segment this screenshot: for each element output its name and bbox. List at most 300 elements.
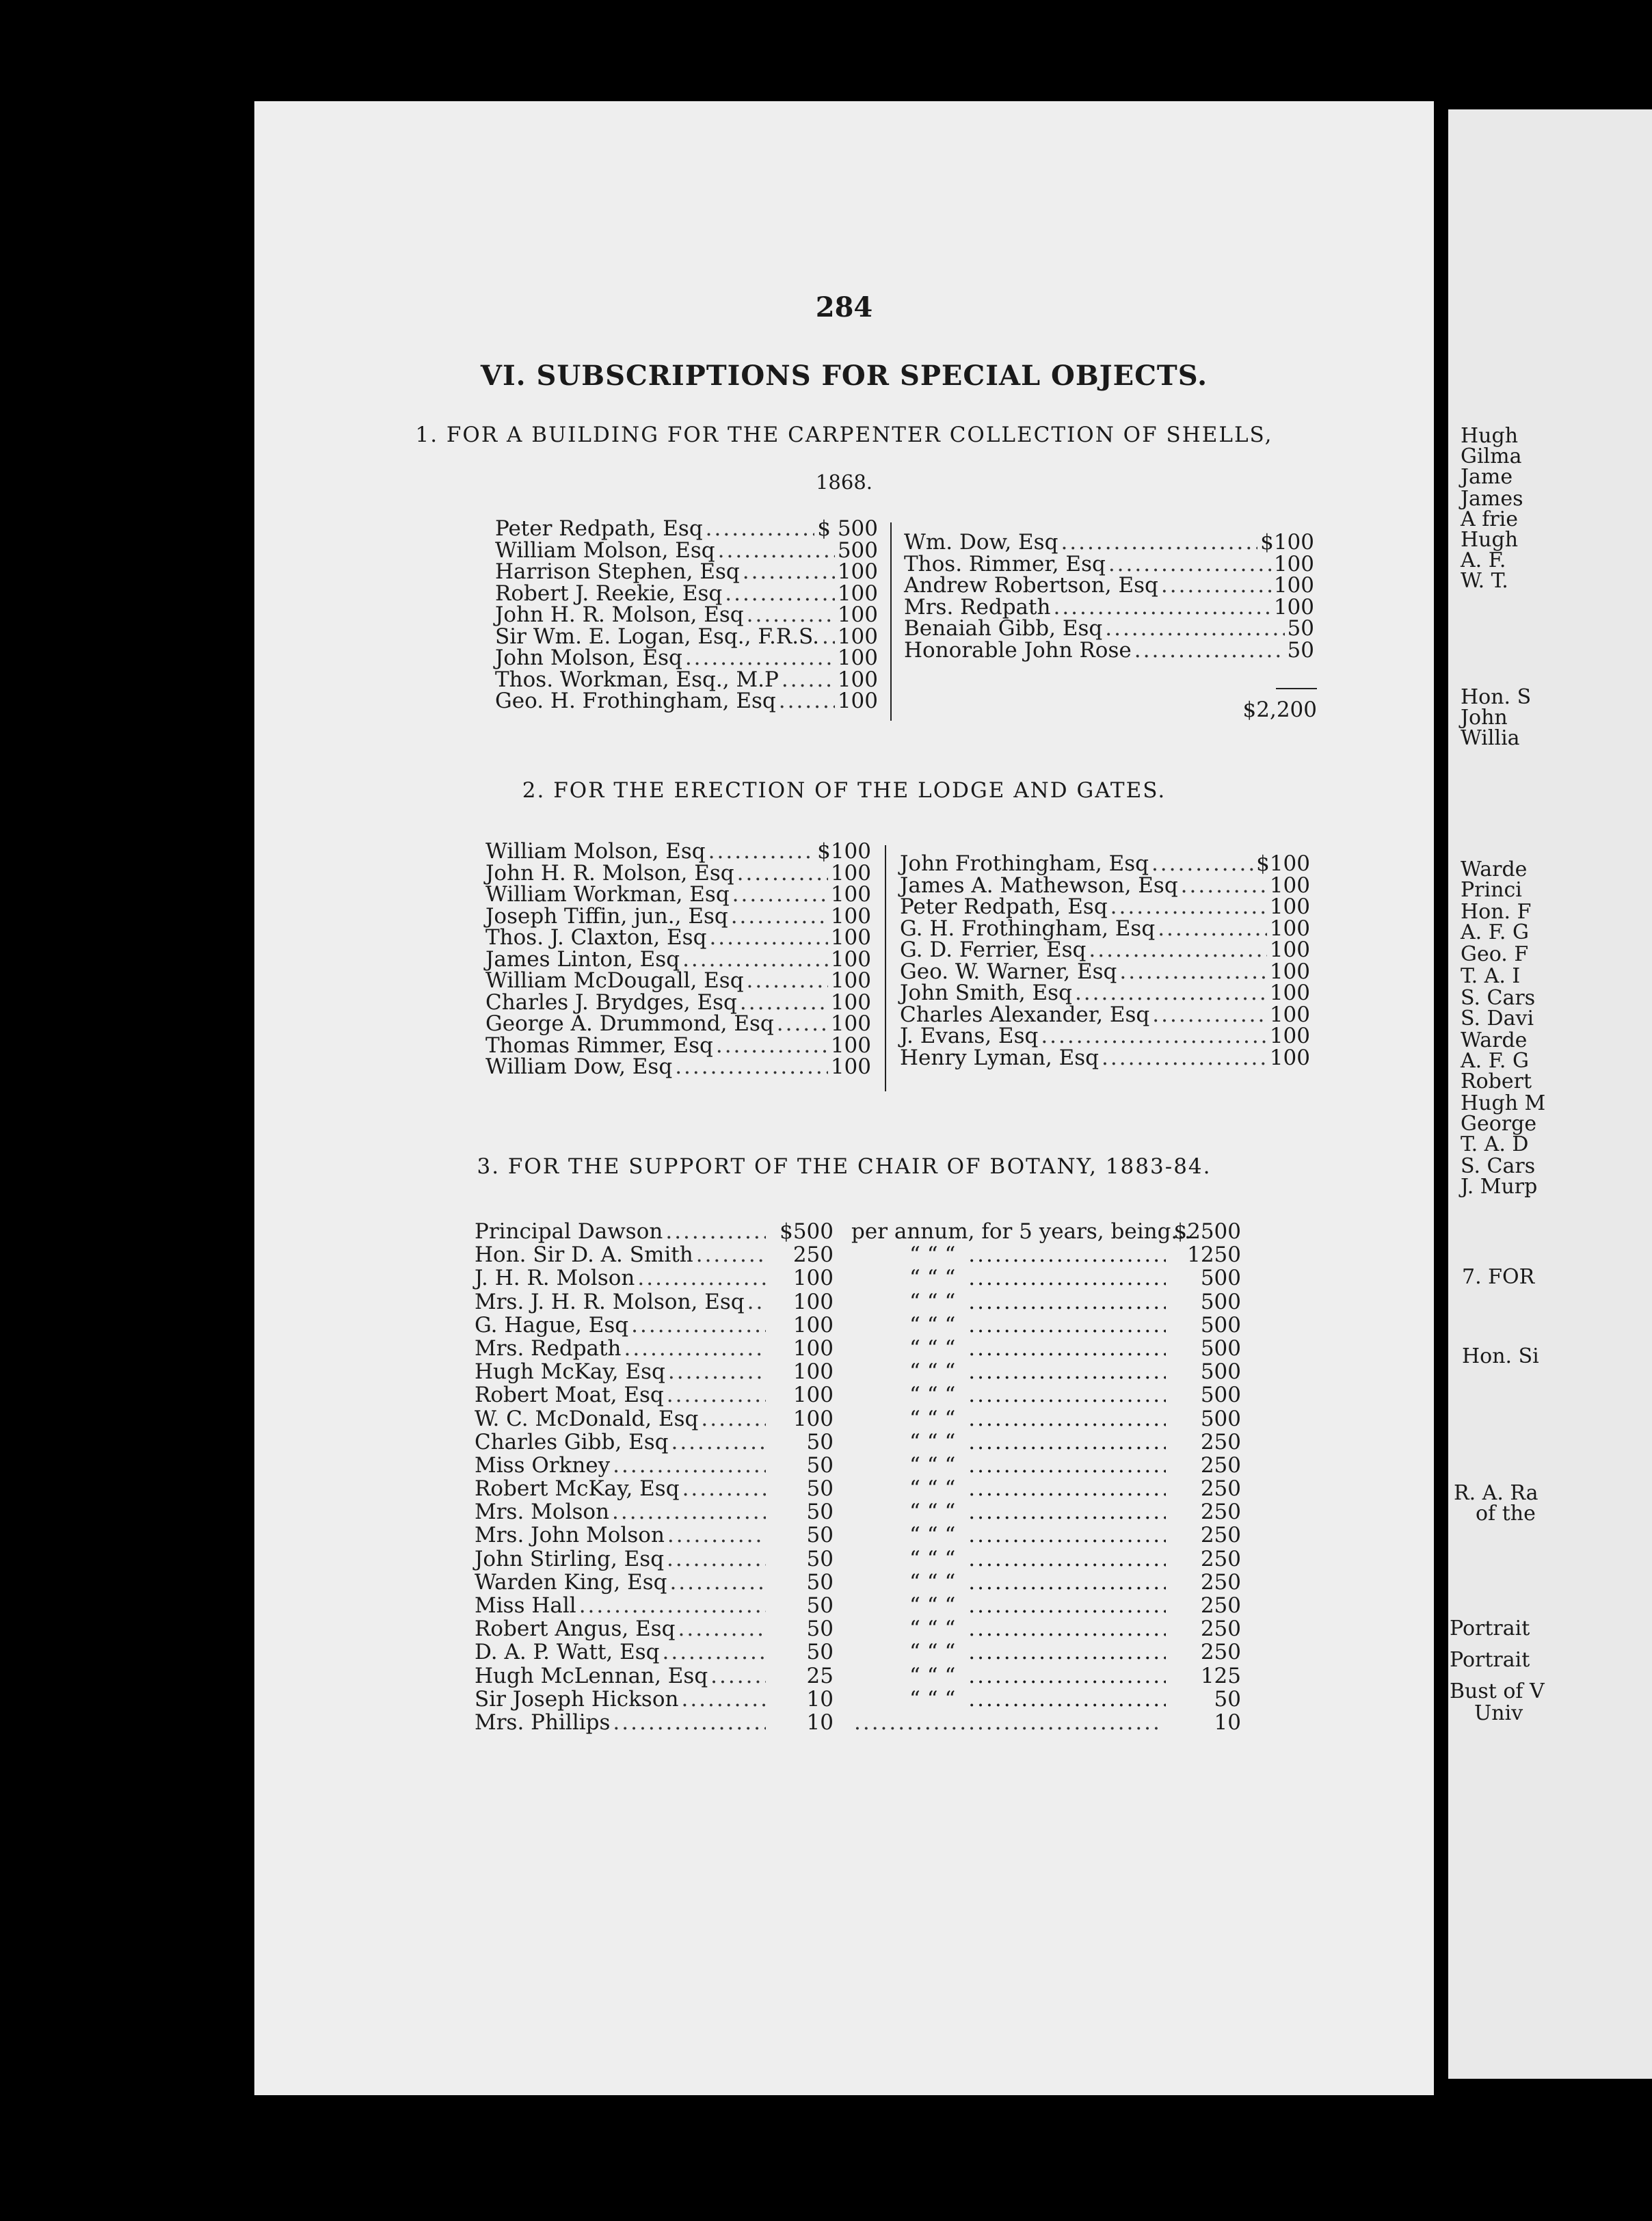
annual-amount: 10 — [806, 1710, 834, 1735]
next-page-text-fragment: T. A. I — [1461, 964, 1521, 988]
five-year-total: 500 — [1200, 1289, 1241, 1314]
leader-dots — [968, 1594, 1166, 1617]
subscriber-name: Thos. Workman, Esq., M.P — [495, 667, 779, 692]
next-page-text-fragment: A. F. — [1461, 548, 1506, 572]
subscriber-cell — [475, 1711, 769, 1734]
annual-amount: 250 — [792, 1242, 834, 1268]
subscriber-cell — [475, 1290, 769, 1314]
leader-dots — [732, 884, 828, 906]
next-page-text-fragment: James — [1461, 487, 1523, 511]
leader-dots — [682, 949, 828, 971]
ditto-mark: “ — [944, 1452, 956, 1478]
leader-dots — [710, 1664, 766, 1688]
subscriber-name: John H. R. Molson, Esq — [495, 602, 744, 627]
subscription-amount: 100 — [830, 925, 871, 950]
leader-dots — [1158, 918, 1267, 940]
ditto-mark: “ — [909, 1312, 920, 1338]
per-annum-cell — [834, 1337, 1166, 1360]
five-year-total: 125 — [1200, 1663, 1241, 1688]
subscriber-name: Sir Joseph Hickson — [475, 1686, 679, 1712]
next-page-text-fragment: Princi — [1461, 878, 1522, 902]
subscription-amount: 100 — [837, 624, 878, 649]
ditto-mark: “ — [927, 1569, 938, 1595]
subscription-amount: 100 — [1269, 1002, 1310, 1027]
next-page-text-fragment: George — [1461, 1112, 1537, 1136]
leader-dots — [968, 1617, 1166, 1640]
annual-amount: 100 — [792, 1359, 834, 1385]
table-row — [475, 1220, 1241, 1243]
per-annum-cell — [834, 1314, 1166, 1337]
ditto-mark: “ — [909, 1686, 920, 1712]
next-page-text-fragment: Hugh — [1461, 424, 1519, 448]
ditto-mark: “ — [909, 1523, 920, 1548]
table-row — [475, 1360, 1241, 1383]
five-year-total: 250 — [1200, 1617, 1241, 1642]
subscription-amount: 500 — [837, 537, 878, 563]
leader-dots — [737, 863, 828, 885]
leader-dots — [671, 1431, 766, 1454]
five-year-total: 500 — [1200, 1312, 1241, 1338]
five-year-total: $2500 — [1173, 1219, 1241, 1244]
leader-dots — [731, 906, 828, 928]
next-page-text-fragment: Hon. F — [1461, 900, 1532, 924]
leader-dots — [968, 1547, 1166, 1571]
section-1-divider — [890, 522, 892, 721]
list-item — [904, 618, 1314, 640]
five-year-total: 250 — [1200, 1546, 1241, 1571]
next-page-text-fragment: Portrait — [1450, 1617, 1530, 1640]
subscriber-name: Miss Hall — [475, 1593, 576, 1618]
ditto-mark: “ — [927, 1335, 938, 1361]
ditto-mark: “ — [944, 1593, 956, 1618]
section-3-heading: 3. FOR THE SUPPORT OF THE CHAIR OF BOTANY, 1883-84. — [477, 1154, 1212, 1179]
leader-dots — [669, 1571, 766, 1594]
subscriber-cell — [475, 1640, 769, 1664]
per-annum-cell — [834, 1664, 1166, 1688]
five-year-total: 500 — [1200, 1266, 1241, 1291]
list-item — [904, 594, 1314, 620]
table-row — [475, 1664, 1241, 1688]
subscriber-cell — [475, 1594, 769, 1617]
leader-dots — [968, 1290, 1166, 1314]
next-page-text-fragment: A. F. G — [1461, 1049, 1529, 1073]
leader-dots — [968, 1640, 1166, 1664]
leader-dots — [1110, 896, 1267, 918]
ditto-mark: “ — [944, 1242, 956, 1268]
subscriber-name: Robert J. Reekie, Esq — [495, 581, 723, 606]
subscriber-name: Mrs. Molson — [475, 1500, 610, 1525]
annual-amount: 25 — [806, 1663, 834, 1688]
per-annum-text: per annum, for 5 years, being... — [851, 1219, 1191, 1244]
next-page-text-fragment: J. Murp — [1461, 1175, 1538, 1199]
subscriber-cell — [475, 1431, 769, 1454]
list-item — [495, 518, 878, 540]
subscriber-name: Honorable John Rose — [904, 637, 1132, 663]
ditto-mark: “ — [909, 1546, 920, 1571]
leader-dots — [716, 1035, 828, 1057]
ditto-mark: “ — [909, 1452, 920, 1478]
annual-amount: 50 — [806, 1640, 834, 1665]
five-year-total: 250 — [1200, 1452, 1241, 1478]
per-annum-cell — [834, 1640, 1166, 1664]
subscription-amount: 50 — [1287, 616, 1314, 641]
ditto-mark: “ — [909, 1429, 920, 1454]
ditto-mark: “ — [909, 1289, 920, 1314]
list-item — [900, 853, 1310, 875]
annual-amount: 50 — [806, 1593, 834, 1618]
page-number: 284 — [815, 291, 873, 323]
leader-dots — [740, 992, 828, 1014]
subscription-amount: 100 — [837, 667, 878, 692]
leader-dots — [685, 648, 835, 669]
next-page-text-fragment: T. A. D — [1461, 1132, 1529, 1156]
ditto-mark: “ — [927, 1312, 938, 1338]
subscriber-name: Geo. W. Warner, Esq — [900, 959, 1117, 984]
subscription-amount: 50 — [1287, 637, 1314, 663]
per-annum-cell — [834, 1360, 1166, 1383]
ditto-mark: “ — [909, 1359, 920, 1385]
ditto-mark: “ — [909, 1242, 920, 1268]
next-page-text-fragment: John — [1461, 706, 1508, 730]
ditto-mark: “ — [944, 1640, 956, 1665]
subscriber-name: John Smith, Esq — [900, 981, 1072, 1005]
subscriber-name: J. H. R. Molson — [475, 1266, 635, 1291]
leader-dots — [854, 1711, 1163, 1734]
subscriber-name: William Workman, Esq — [485, 882, 730, 907]
page-title: VI. SUBSCRIPTIONS FOR SPECIAL OBJECTS. — [480, 360, 1208, 392]
leader-dots — [822, 626, 835, 648]
subscription-amount: 100 — [830, 946, 871, 972]
subscriber-cell — [475, 1407, 769, 1431]
ditto-mark: “ — [909, 1617, 920, 1642]
subscriber-name: Geo. H. Frothingham, Esq — [495, 689, 776, 713]
subscriber-cell — [475, 1500, 769, 1524]
per-annum-cell — [834, 1571, 1166, 1594]
leader-dots — [777, 1013, 828, 1035]
subscriber-cell — [475, 1547, 769, 1571]
list-item — [495, 537, 878, 563]
subscriber-name: D. A. P. Watt, Esq — [475, 1640, 660, 1665]
leader-dots — [1102, 1048, 1267, 1069]
ditto-mark: “ — [927, 1593, 938, 1618]
list-item — [495, 669, 878, 691]
subscriber-name: William Molson, Esq — [495, 537, 715, 563]
section-1-right-list — [904, 532, 1314, 661]
subscriber-name: Sir Wm. E. Logan, Esq., F.R.S. — [495, 624, 820, 649]
ditto-mark: “ — [927, 1289, 938, 1314]
next-page-text-fragment: Hon. S — [1461, 685, 1532, 709]
subscriber-name: Miss Orkney — [475, 1452, 611, 1478]
subscriber-name: Thomas Rimmer, Esq — [485, 1033, 713, 1058]
list-item — [900, 896, 1310, 918]
table-row — [475, 1314, 1241, 1337]
next-page-text-fragment: Robert — [1461, 1069, 1532, 1093]
section-2-right-list — [900, 853, 1310, 1069]
table-row — [475, 1290, 1241, 1314]
subscriber-cell — [475, 1454, 769, 1477]
ditto-mark: “ — [927, 1500, 938, 1525]
annual-amount: 50 — [806, 1523, 834, 1548]
subscription-amount: 100 — [1269, 894, 1310, 919]
subscription-amount: 100 — [1269, 916, 1310, 941]
table-row — [475, 1454, 1241, 1477]
table-row — [475, 1477, 1241, 1500]
ditto-mark: “ — [909, 1266, 920, 1291]
ditto-mark: “ — [927, 1523, 938, 1548]
annual-amount: 50 — [806, 1500, 834, 1525]
subscriber-name: Mrs. J. H. R. Molson, Esq — [475, 1289, 745, 1314]
leader-dots — [667, 1524, 766, 1547]
subscriber-name: Robert Angus, Esq — [475, 1617, 676, 1642]
per-annum-cell — [834, 1407, 1166, 1431]
ditto-mark: “ — [944, 1500, 956, 1525]
table-row — [475, 1594, 1241, 1617]
leader-dots — [706, 518, 815, 540]
subscription-amount: 100 — [1273, 594, 1314, 620]
ditto-mark: “ — [927, 1406, 938, 1431]
leader-dots — [1152, 1005, 1267, 1026]
list-item — [485, 927, 871, 949]
list-item — [485, 841, 871, 863]
table-row — [475, 1407, 1241, 1431]
per-annum-cell — [834, 1219, 1191, 1244]
section-1-total-rule — [1276, 688, 1317, 689]
leader-dots — [1105, 618, 1284, 640]
leader-dots — [579, 1594, 766, 1617]
leader-dots — [709, 927, 827, 949]
table-row — [475, 1500, 1241, 1524]
leader-dots — [747, 604, 835, 626]
subscriber-name: James Linton, Esq — [485, 946, 680, 972]
subscriber-name: Charles Alexander, Esq — [900, 1002, 1150, 1027]
annual-amount: 100 — [792, 1289, 834, 1314]
leader-dots — [968, 1407, 1166, 1431]
annual-amount: 10 — [806, 1686, 834, 1712]
annual-amount: $500 — [780, 1219, 834, 1244]
ditto-mark: “ — [944, 1546, 956, 1571]
subscriber-name: John H. R. Molson, Esq — [485, 860, 734, 886]
leader-dots — [968, 1571, 1166, 1594]
ditto-mark: “ — [909, 1476, 920, 1502]
subscriber-cell — [475, 1571, 769, 1594]
next-page-text-fragment: Hugh M — [1461, 1091, 1546, 1115]
per-annum-cell — [834, 1547, 1166, 1571]
subscription-amount: 100 — [1269, 937, 1310, 962]
next-page-text-fragment: Warde — [1461, 1028, 1528, 1052]
list-item — [904, 637, 1314, 663]
next-page-text-fragment: Univ — [1474, 1701, 1523, 1725]
ditto-mark: “ — [927, 1242, 938, 1268]
table-row — [475, 1688, 1241, 1711]
next-page-text-fragment: of the — [1476, 1502, 1536, 1526]
subscriber-name: William Dow, Esq — [485, 1054, 673, 1079]
subscriber-name: James A. Mathewson, Esq — [900, 873, 1178, 898]
subscriber-name: Henry Lyman, Esq — [900, 1045, 1100, 1070]
subscription-amount: 100 — [1269, 873, 1310, 898]
leader-dots — [631, 1314, 766, 1337]
subscriber-cell — [475, 1524, 769, 1547]
leader-dots — [1075, 983, 1267, 1005]
subscription-amount: 100 — [830, 882, 871, 907]
list-item — [900, 1002, 1310, 1027]
ditto-mark: “ — [909, 1406, 920, 1431]
ditto-mark: “ — [927, 1476, 938, 1502]
table-row — [475, 1524, 1241, 1547]
subscriber-name: Principal Dawson — [475, 1219, 663, 1244]
leader-dots — [968, 1383, 1166, 1407]
five-year-total: 50 — [1214, 1686, 1241, 1712]
list-item — [495, 604, 878, 626]
per-annum-cell — [834, 1243, 1166, 1266]
leader-dots — [968, 1314, 1166, 1337]
table-row — [475, 1266, 1241, 1290]
table-row — [475, 1571, 1241, 1594]
subscriber-name: William Molson, Esq — [485, 839, 706, 864]
ditto-mark: “ — [909, 1593, 920, 1618]
subscriber-name: Andrew Robertson, Esq — [904, 573, 1158, 598]
next-page-text-fragment: 7. FOR — [1462, 1265, 1535, 1289]
leader-dots — [779, 691, 835, 713]
subscriber-cell — [475, 1337, 769, 1360]
ditto-mark: “ — [944, 1406, 956, 1431]
five-year-total: 500 — [1200, 1406, 1241, 1431]
table-row — [475, 1617, 1241, 1640]
five-year-total: 250 — [1200, 1429, 1241, 1454]
next-page-text-fragment: S. Davi — [1461, 1007, 1534, 1030]
five-year-total: 500 — [1200, 1359, 1241, 1385]
table-row — [475, 1337, 1241, 1360]
list-item — [900, 1026, 1310, 1048]
leader-dots — [968, 1454, 1166, 1477]
annual-amount: 50 — [806, 1617, 834, 1642]
leader-dots — [718, 540, 835, 562]
leader-dots — [968, 1664, 1166, 1688]
ditto-mark: “ — [909, 1335, 920, 1361]
subscriber-cell — [475, 1617, 769, 1640]
subscription-amount: 100 — [1273, 551, 1314, 576]
five-year-total: 1250 — [1187, 1242, 1241, 1268]
leader-dots — [667, 1547, 766, 1571]
ditto-mark: “ — [927, 1429, 938, 1454]
ditto-mark: “ — [944, 1569, 956, 1595]
leader-dots — [637, 1266, 766, 1290]
section-2-heading: 2. FOR THE ERECTION OF THE LODGE AND GATES. — [522, 778, 1167, 803]
ditto-mark: “ — [927, 1546, 938, 1571]
subscriber-name: Benaiah Gibb, Esq — [904, 616, 1103, 641]
per-annum-cell — [834, 1594, 1166, 1617]
ditto-mark: “ — [927, 1266, 938, 1291]
list-item — [485, 1035, 871, 1057]
list-item — [900, 961, 1310, 983]
ditto-mark: “ — [909, 1383, 920, 1408]
subscriber-name: Peter Redpath, Esq — [495, 516, 703, 541]
annual-amount: 100 — [792, 1406, 834, 1431]
ditto-mark: “ — [927, 1686, 938, 1712]
next-page-text-fragment: A. F. G — [1461, 920, 1529, 944]
subscription-amount: 100 — [1269, 1045, 1310, 1070]
ditto-mark: “ — [927, 1617, 938, 1642]
table-row — [475, 1547, 1241, 1571]
five-year-total: 250 — [1200, 1523, 1241, 1548]
five-year-total: 250 — [1200, 1593, 1241, 1618]
subscription-amount: 100 — [837, 559, 878, 584]
list-item — [900, 875, 1310, 897]
leader-dots — [1041, 1026, 1267, 1048]
list-item — [495, 648, 878, 669]
subscriber-name: Charles J. Brydges, Esq — [485, 989, 737, 1015]
ditto-mark: “ — [909, 1640, 920, 1665]
five-year-total: 10 — [1214, 1710, 1241, 1735]
subscriber-name: Mrs. Redpath — [904, 594, 1051, 620]
subscriber-name: J. Evans, Esq — [900, 1024, 1039, 1048]
ditto-mark: “ — [909, 1663, 920, 1688]
next-page-text-fragment: Geo. F — [1461, 942, 1529, 966]
leader-dots — [968, 1477, 1166, 1500]
next-page-text-fragment: Hon. Si — [1462, 1344, 1539, 1368]
per-annum-cell — [834, 1477, 1166, 1500]
leader-dots — [665, 1220, 766, 1243]
annual-amount: 100 — [792, 1335, 834, 1361]
list-item — [485, 946, 871, 972]
subscription-amount: 100 — [837, 581, 878, 606]
leader-dots — [968, 1243, 1166, 1266]
ditto-mark: “ — [927, 1663, 938, 1688]
ditto-mark: “ — [944, 1266, 956, 1291]
leader-dots — [624, 1337, 766, 1360]
leader-dots — [663, 1640, 767, 1664]
subscription-amount: 100 — [830, 968, 871, 993]
subscription-amount: 100 — [830, 860, 871, 886]
next-page-text-fragment: Warde — [1461, 857, 1528, 881]
ditto-mark: “ — [927, 1640, 938, 1665]
subscription-amount: 100 — [830, 989, 871, 1015]
five-year-total: 250 — [1200, 1500, 1241, 1525]
leader-dots — [743, 561, 835, 583]
table-row — [475, 1640, 1241, 1664]
next-page-edge — [1448, 109, 1652, 2079]
list-item — [900, 983, 1310, 1005]
subscriber-name: John Molson, Esq — [495, 646, 682, 670]
next-page-text-fragment: Willia — [1461, 726, 1520, 750]
per-annum-cell — [834, 1500, 1166, 1524]
list-item — [485, 989, 871, 1015]
section-1-left-list — [495, 518, 878, 713]
section-2-left-list — [485, 841, 871, 1078]
leader-dots — [1134, 640, 1285, 662]
next-page-text-fragment: Portrait — [1450, 1648, 1530, 1672]
ditto-mark: “ — [944, 1335, 956, 1361]
subscriber-name: Joseph Tiffin, jun., Esq — [485, 903, 728, 929]
five-year-total: 250 — [1200, 1476, 1241, 1502]
subscriber-name: Robert Moat, Esq — [475, 1383, 664, 1408]
per-annum-cell — [834, 1383, 1166, 1407]
next-page-text-fragment: S. Cars — [1461, 1154, 1536, 1178]
subscriber-name: Thos. Rimmer, Esq — [904, 551, 1106, 576]
subscriber-name: Hugh McKay, Esq — [475, 1359, 665, 1385]
subscriber-cell — [475, 1243, 769, 1266]
list-item — [485, 970, 871, 992]
leader-dots — [968, 1360, 1166, 1383]
leader-dots — [1053, 597, 1270, 619]
section-3-table — [475, 1220, 1241, 1734]
leader-dots — [968, 1524, 1166, 1547]
section-1-year: 1868. — [815, 470, 873, 494]
leader-dots — [1151, 853, 1253, 875]
five-year-total: 500 — [1200, 1335, 1241, 1361]
next-page-text-fragment: Gilma — [1461, 444, 1522, 468]
next-page-text-fragment: Jame — [1461, 465, 1513, 489]
ditto-mark: “ — [944, 1617, 956, 1642]
